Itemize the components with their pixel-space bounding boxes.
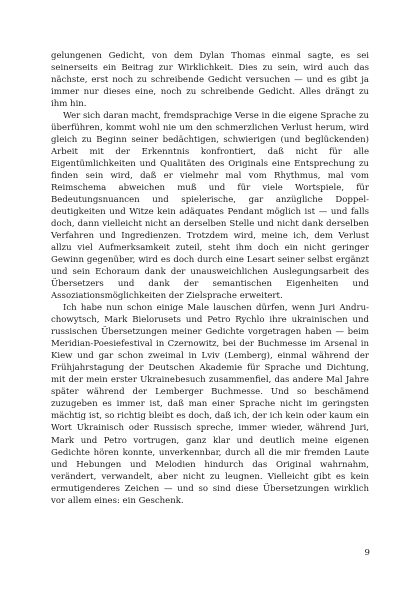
- body-text: [51, 50, 369, 507]
- paragraph-3: Ich habe nun schon einige Male lauschen dürfen, wenn Juri Andruchowytsch, Mark Bielorusets und Petro Rychlo ihre ukrainischen und russischen Übersetzungen meiner Gedichte vorgetragen haben — beim Meridian-Poesiefestival in Czernowitz, bei der Buchmesse im Arsenal in Kiew und gar schon zweimal in Lviv (Lemberg), einmal während der Frühjahrstagung der Deutschen Akademie für Sprache und Dichtung, mit der mein erster Ukrainebesuch zusammenfiel, das andere Mal Jahre später während der Lemberger Buchmesse. Und so beschämend zuzugeben es immer ist, daß man einer Sprache nicht im geringsten mächtig ist, so richtig bleibt es doch, daß ich, der ich kein oder kaum ein Wort Ukrainisch oder Russisch spreche, immer wieder, während Juri, Mark und Petro vortrugen, ganz klar und deutlich meine eigenen Gedichte hören konnte, unverkennbar, durch all die mir fremden Laute und Hebungen und Melodien hindurch das Original wahrnahm, verändert, verwandelt, aber nicht zu leugnen. Vielleicht gibt es kein ermutigenderes Zeichen — und so sind diese Übersetzungen wirklich vor allem eines: ein Geschenk.: [51, 303, 369, 506]
- page-number: 9: [364, 548, 370, 558]
- paragraph-1: gelungenen Gedicht, von dem Dylan Thomas einmal sagte, es sei seinerseits ein Beitrag zur Wirklichkeit. Dies zu sein, wird auch das nächste, erst noch zu schreibende Gedicht versuchen — und es gibt ja immer nur dieses eine, noch zu schreibende Gedicht. Alles drängt zu ihm hin.: [51, 51, 369, 110]
- paragraph-2: Wer sich daran macht, fremdsprachige Verse in die eigene Sprache zu überführen, kommt wohl nie um den schmerzlichen Verlust herum, wird gleich zu Beginn seiner bedächtigen, schwierigen (und beglückenden) Arbeit mit der Erkenntnis konfrontiert, daß nicht für alle Eigentümlichkeiten und Qualitäten des Originals eine Entsprechung zu finden sein wird, daß er vielmehr mal vom Rhythmus, mal vom Reimschema abweichen muß und für viele Wortspiele, für Bedeutungsnuancen und spielerische, gar anzügliche Doppeldeutigkeiten und Witze kein adäquates Pendant möglich ist — und falls doch, dann vielleicht nicht an derselben Stelle und nicht dank derselben Verfahren und Ingredienzen. Trotzdem wird, meine ich, dem Verlust allzu viel Aufmerksamkeit zuteil, steht ihm doch ein nicht geringer Gewinn gegenüber, wird es doch durch eine Lesart seiner selbst ergänzt und sein Echoraum dank der unausweichlichen Auslegungsarbeit des Übersetzers und dank der semantischen Eigenheiten und Assoziationsmöglichkeiten der Zielsprache erweitert.: [51, 111, 369, 302]
